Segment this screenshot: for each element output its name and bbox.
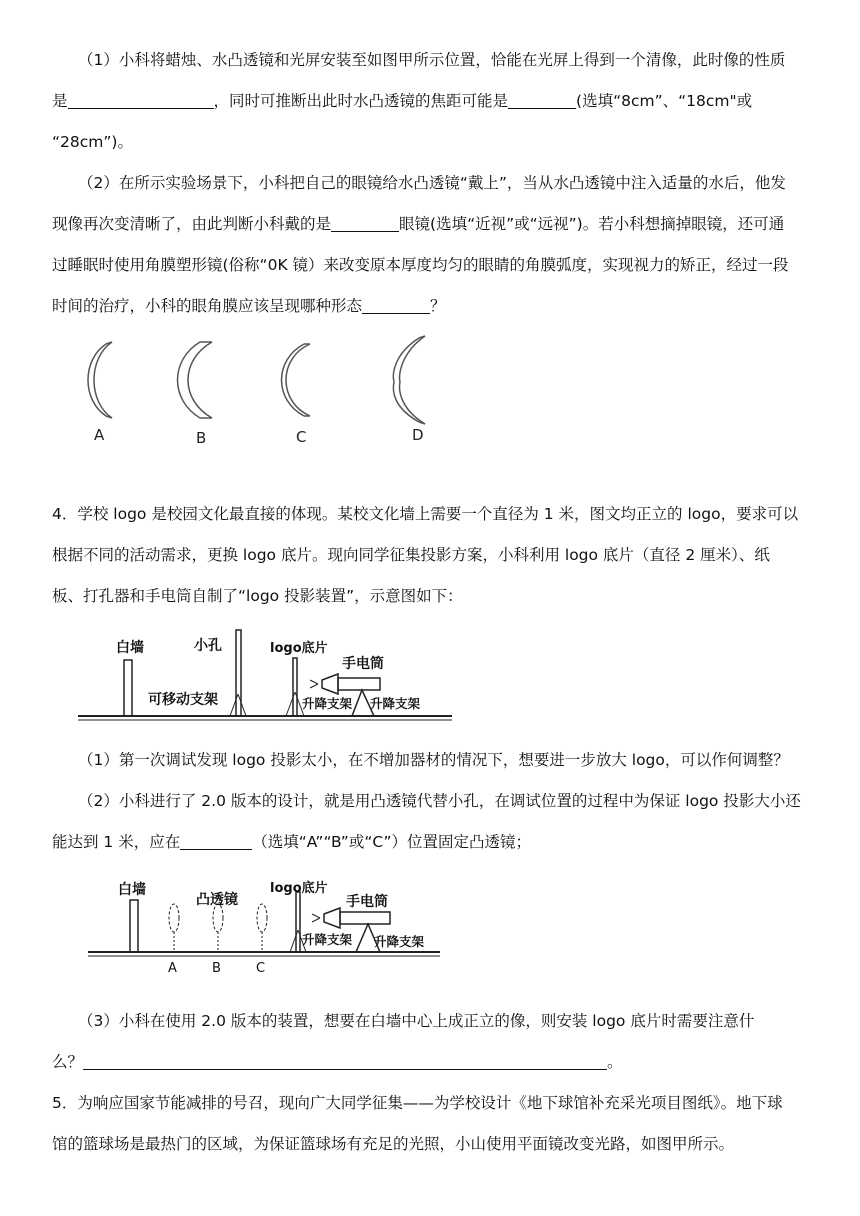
answer-blank-film-installation[interactable]: [83, 1053, 607, 1070]
q3-part1-line1: （1）小科将蜡烛、水凸透镜和光屏安装至如图甲所示位置，恰能在光屏上得到一个清像，此时像的性质: [78, 51, 786, 69]
cornea-option-c-shape: [282, 344, 311, 416]
cornea-option-b-shape: [178, 342, 213, 418]
cornea-option-d-shape: [393, 336, 425, 424]
lens-position-a-shape: [169, 904, 179, 932]
q3-part2-line2: 现像再次变清晰了，由此判断小科戴的是 眼镜(选填“近视”或“远视”)。若小科想摘掉眼镜，还可通: [52, 215, 785, 233]
label-flashlight: 手电筒: [346, 894, 388, 910]
flashlight-head-shape: [322, 674, 338, 694]
label-position-b: B: [212, 961, 221, 976]
q3-part1-line2: 是 ，同时可推断出此时水凸透镜的焦距可能是 (选填“8cm”、“18cm"或: [52, 92, 753, 110]
q4-sub2-line1: （2）小科进行了 2.0 版本的设计，就是用凸透镜代替小孔，在调试位置的过程中为保证 logo 投影大小还: [78, 792, 801, 810]
q3-part2-line4: 时间的治疗，小科的眼角膜应该呈现哪种形态 ？: [52, 297, 446, 315]
label-pinhole: 小孔: [194, 638, 222, 654]
q4-line1: 4．学校 logo 是校园文化最直接的体现。某校文化墙上需要一个直径为 1 米，图文均正立的 logo，要求可以: [52, 505, 799, 523]
label-movable-stand: 可移动支架: [148, 692, 218, 708]
white-wall-shape: [130, 900, 138, 952]
label-lift-stand-2: 升降支架: [374, 934, 425, 949]
pinhole-board-shape: [236, 630, 241, 716]
cornea-options-figure: [80, 330, 450, 450]
logo-film-shape: [296, 892, 300, 952]
label-position-c: C: [256, 961, 266, 976]
option-label-d: D: [412, 426, 424, 444]
flashlight-body-shape: [340, 912, 390, 924]
label-position-a: A: [168, 961, 177, 976]
q4-line2: 根据不同的活动需求，更换 logo 底片。现向同学征集投影方案，小科利用 logo 底片（直径 2 厘米）、纸: [52, 546, 770, 564]
label-flashlight: 手电筒: [342, 656, 384, 672]
label-lift-stand-1: 升降支架: [302, 696, 353, 711]
logo-projector-figure-2: [84, 870, 444, 978]
q4-sub3-line1: （3）小科在使用 2.0 版本的装置，想要在白墙中心上成正立的像，则安装 logo 底片时需要注意什: [78, 1012, 755, 1030]
lens-position-c-shape: [257, 904, 267, 932]
answer-blank-focal-length[interactable]: [508, 92, 576, 109]
logo-film-shape: [293, 658, 297, 716]
logo-projector-figure-1: [74, 622, 454, 724]
label-white-wall: 白墙: [116, 640, 144, 656]
answer-blank-cornea-shape[interactable]: [362, 297, 430, 314]
option-label-c: C: [296, 428, 307, 446]
cornea-option-a-shape: [88, 342, 112, 418]
white-wall-shape: [124, 660, 132, 716]
label-white-wall: 白墙: [118, 882, 146, 898]
q5-line1: 5．为响应国家节能减排的号召，现向广大同学征集——为学校设计《地下球馆补充采光项目图纸》。地下球: [52, 1094, 783, 1112]
label-logo-film: logo底片: [270, 881, 328, 896]
lens-position-b-shape: [213, 904, 223, 932]
label-convex-lens: 凸透镜: [196, 892, 238, 908]
option-label-a: A: [94, 426, 105, 444]
answer-blank-lens-position[interactable]: [180, 833, 252, 850]
q4-sub3-line2: 么？ 。: [52, 1053, 623, 1071]
answer-blank-image-nature[interactable]: [68, 92, 214, 109]
label-lift-stand-1: 升降支架: [302, 932, 353, 947]
q4-line3: 板、打孔器和手电筒自制了“logo 投影装置”，示意图如下：: [52, 587, 463, 605]
q4-sub2-line2: 能达到 1 米，应在 （选填“A”“B”或“C”）位置固定凸透镜；: [52, 833, 532, 851]
answer-blank-glasses-type[interactable]: [331, 215, 399, 232]
option-label-b: B: [196, 429, 207, 447]
q4-sub1: （1）第一次调试发现 logo 投影太小，在不增加器材的情况下，想要进一步放大 logo，可以作何调整？: [78, 751, 789, 769]
q3-part2-line3: 过睡眠时使用角膜塑形镜(俗称“0K 镜）来改变原本厚度均匀的眼睛的角膜弧度，实现视力的矫正，经过一段: [52, 256, 789, 274]
q3-part2-line1: （2）在所示实验场景下，小科把自己的眼镜给水凸透镜“戴上”，当从水凸透镜中注入适量的水后，他发: [78, 174, 786, 192]
label-lift-stand-2: 升降支架: [370, 696, 421, 711]
q5-line2: 馆的篮球场是最热门的区域，为保证篮球场有充足的光照，小山使用平面镜改变光路，如图甲所示。: [52, 1135, 735, 1153]
label-logo-film: logo底片: [270, 641, 328, 656]
q3-part1-line3: “28cm”)。: [52, 133, 133, 151]
flashlight-head-shape: [324, 908, 340, 928]
flashlight-body-shape: [338, 678, 380, 690]
